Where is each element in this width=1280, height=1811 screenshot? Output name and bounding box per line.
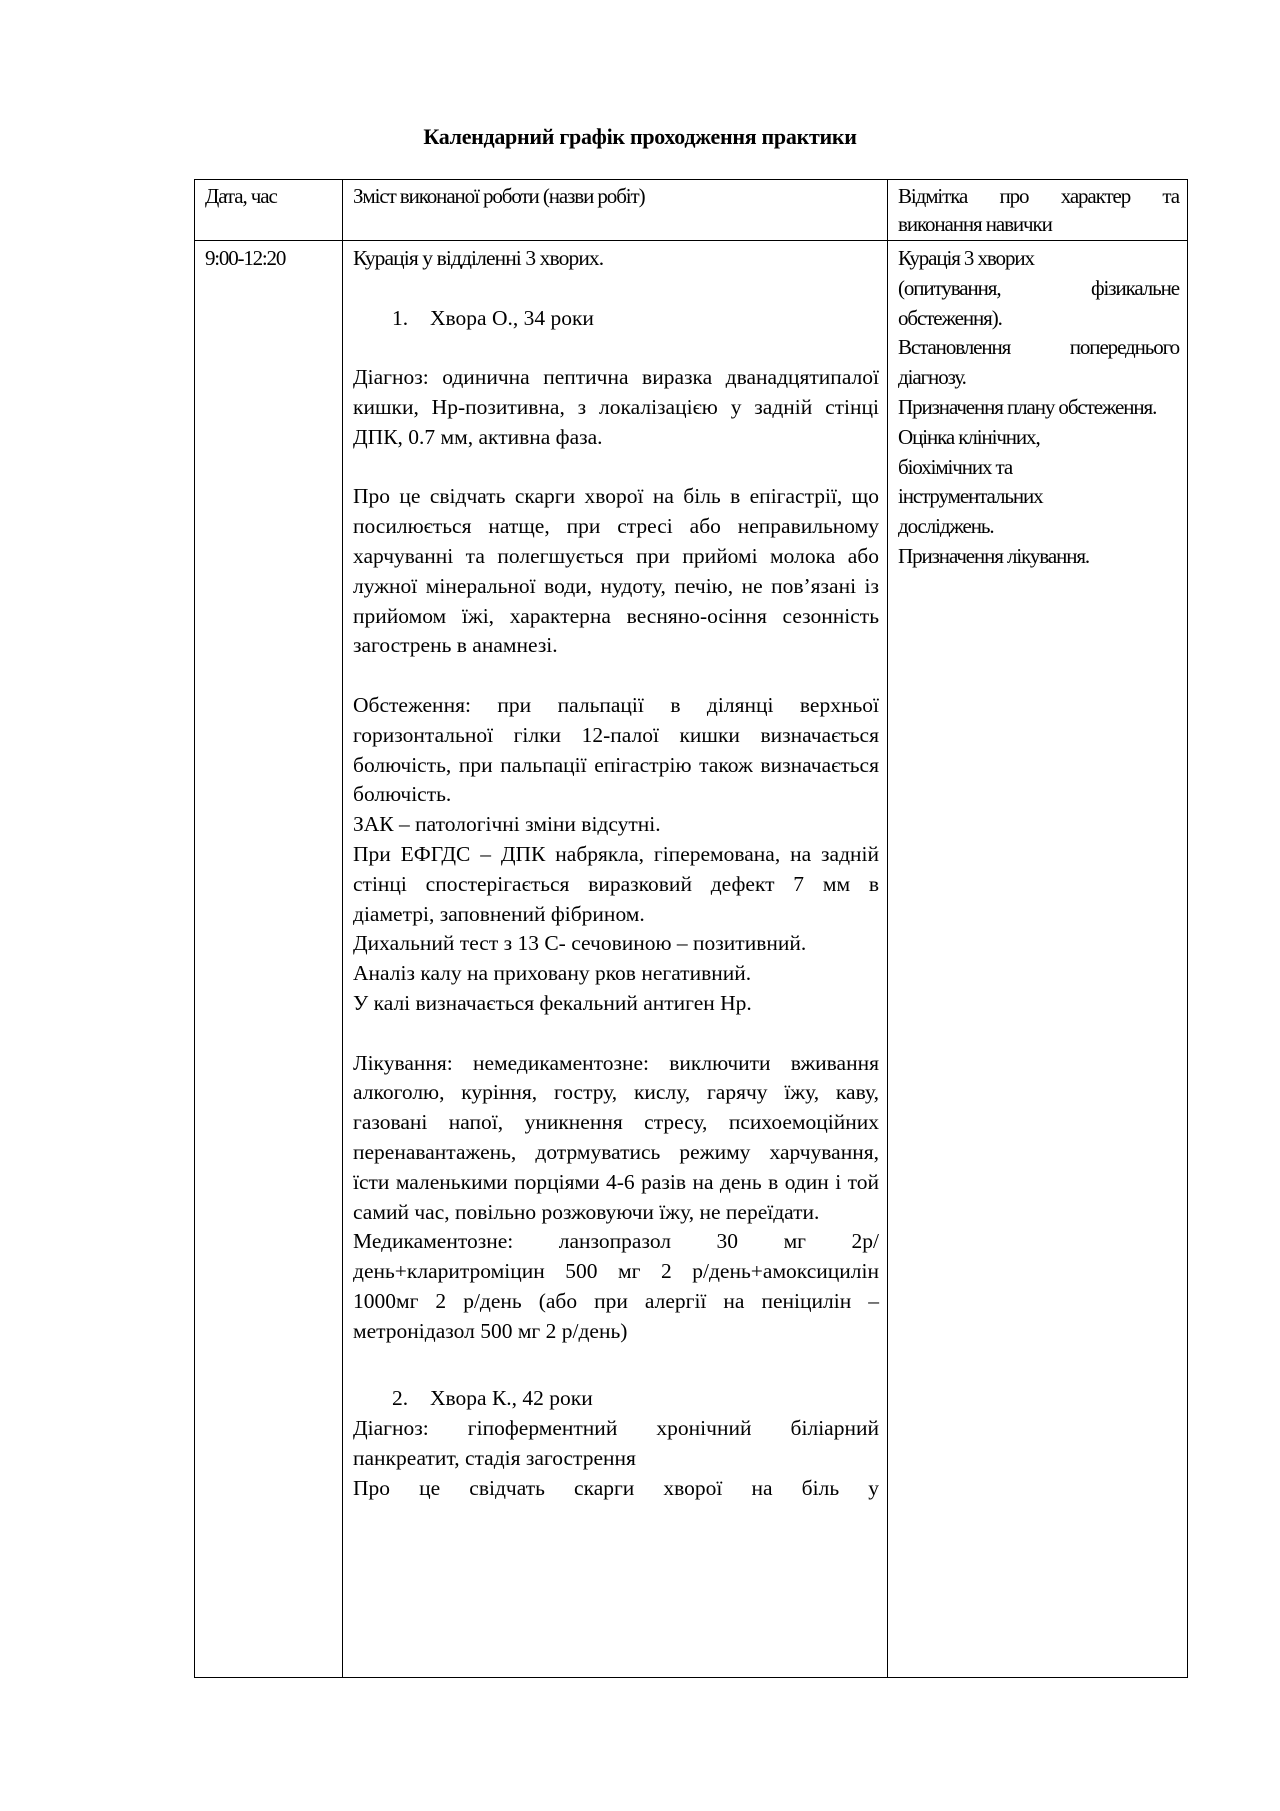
patient2-heading [353,1384,879,1414]
mark-assessment-4: досліджень. [898,514,994,539]
table-header-row [195,180,1188,241]
header-mark-line2: виконання навички [898,212,1052,236]
patient1-exam-antigen: У калі визначається фекальний антиген Hp. [353,990,752,1015]
patient2-number: 2. [392,1386,409,1411]
patient1-exam-stool: Аналіз калу на приховану рков негативний. [353,961,752,986]
mark-assessment-2: біохімічних та [898,454,1013,479]
table-row [195,241,1188,1678]
content-cell [343,241,888,1678]
patient1-diagnosis: Діагноз: одинична пептична виразка дванадцятипалої кишки, Hp-позитивна, з локалізацією у задній стінці ДПК, 0.7 мм, активна фаза. [353,365,879,449]
patient1-treatment-nondrug: Лікування: немедикаментозне: виключити вживання алкоголю, куріння, гостру, кислу, гарячу їжу, каву, газовані напої, уникнення стресу, психоемоційних перенавантажень, дотрмуватись режиму харчування, їсти маленькими порціями 4-6 разів на день в один і той самий час, повільно розжовуючи їжу, не переїдати. [353,1050,879,1224]
mark-assessment-1: Оцінка клінічних, [898,424,1040,449]
patient1-exam-egds: При ЕФГДС – ДПК набрякла, гіперемована, на задній стінці спостерігається виразковий дефект 7 мм в діаметрі, заповнений фібрином. [353,841,879,926]
curation-intro: Курація у відділенні 3 хворих. [353,246,604,270]
work-content [343,241,887,1503]
patient1-name: Хвора О., 34 роки [430,305,594,330]
time-cell [195,241,343,1678]
mark-assessment-3: інструментальних [898,484,1043,509]
patient1-treatment-drug: Медикаментозне: ланзопразол 30 мг 2р/день+кларитроміцин 500 мг 2 р/день+амоксицилін 1000мг 2 р/день (або при алергії на пеніцилін – метронідазол 500 мг 2 р/день) [353,1229,879,1343]
skill-marks [888,241,1187,572]
patient2-complaints: Про це свідчать скарги хворої на біль у [353,1475,879,1500]
patient1-number: 1. [392,305,409,330]
patient2-diagnosis: Діагноз: гіпоферментний хронічний біліарний панкреатит, стадія загострення [353,1416,879,1470]
time-value: 9:00-12:20 [205,246,286,270]
header-content-cell [343,180,888,241]
mark-diagnosis: Встановлення попереднього діагнозу. [898,335,1179,390]
patient1-exam-breath-test: Дихальний тест з 13 С- сечовиною – позитивний. [353,931,807,956]
header-mark-cell [888,180,1188,241]
patient1-exam-palpation: Обстеження: при пальпації в ділянці верхньої горизонтальної гілки 12-палої кишки визначається болючість, при пальпації епігастрію також визначається болючість. [353,692,879,807]
patient1-complaints: Про це свідчать скарги хворої на біль в епігастрії, що посилюється натще, при стресі або неправильному харчуванні та полегшується при прийомі молока або лужної мінеральної води, нудоту, печію, не пов’язані із прийомом їжі, характерна весняно-осіння сезонність загострень в анамнезі. [353,484,879,658]
practice-schedule-table [194,179,1188,1678]
header-date-cell [195,180,343,241]
header-mark-line1: Відмітка про характер та [898,184,1179,208]
document-title: Календарний графік проходження практики [423,124,857,149]
mark-examination: (опитування, фізикальне обстеження). [898,275,1179,330]
mark-cell [888,241,1188,1678]
header-date: Дата, час [205,184,277,208]
mark-curation: Курація 3 хворих [898,246,1034,270]
patient1-heading [353,304,879,334]
patient2-name: Хвора К., 42 роки [430,1386,593,1411]
header-content: Зміст виконаної роботи (назви робіт) [353,184,645,208]
mark-treatment: Призначення лікування. [898,543,1090,568]
mark-exam-plan: Призначення плану обстеження. [898,394,1157,419]
patient1-exam-blood: ЗАК – патологічні зміни відсутні. [353,812,661,837]
header-mark [888,180,1187,238]
